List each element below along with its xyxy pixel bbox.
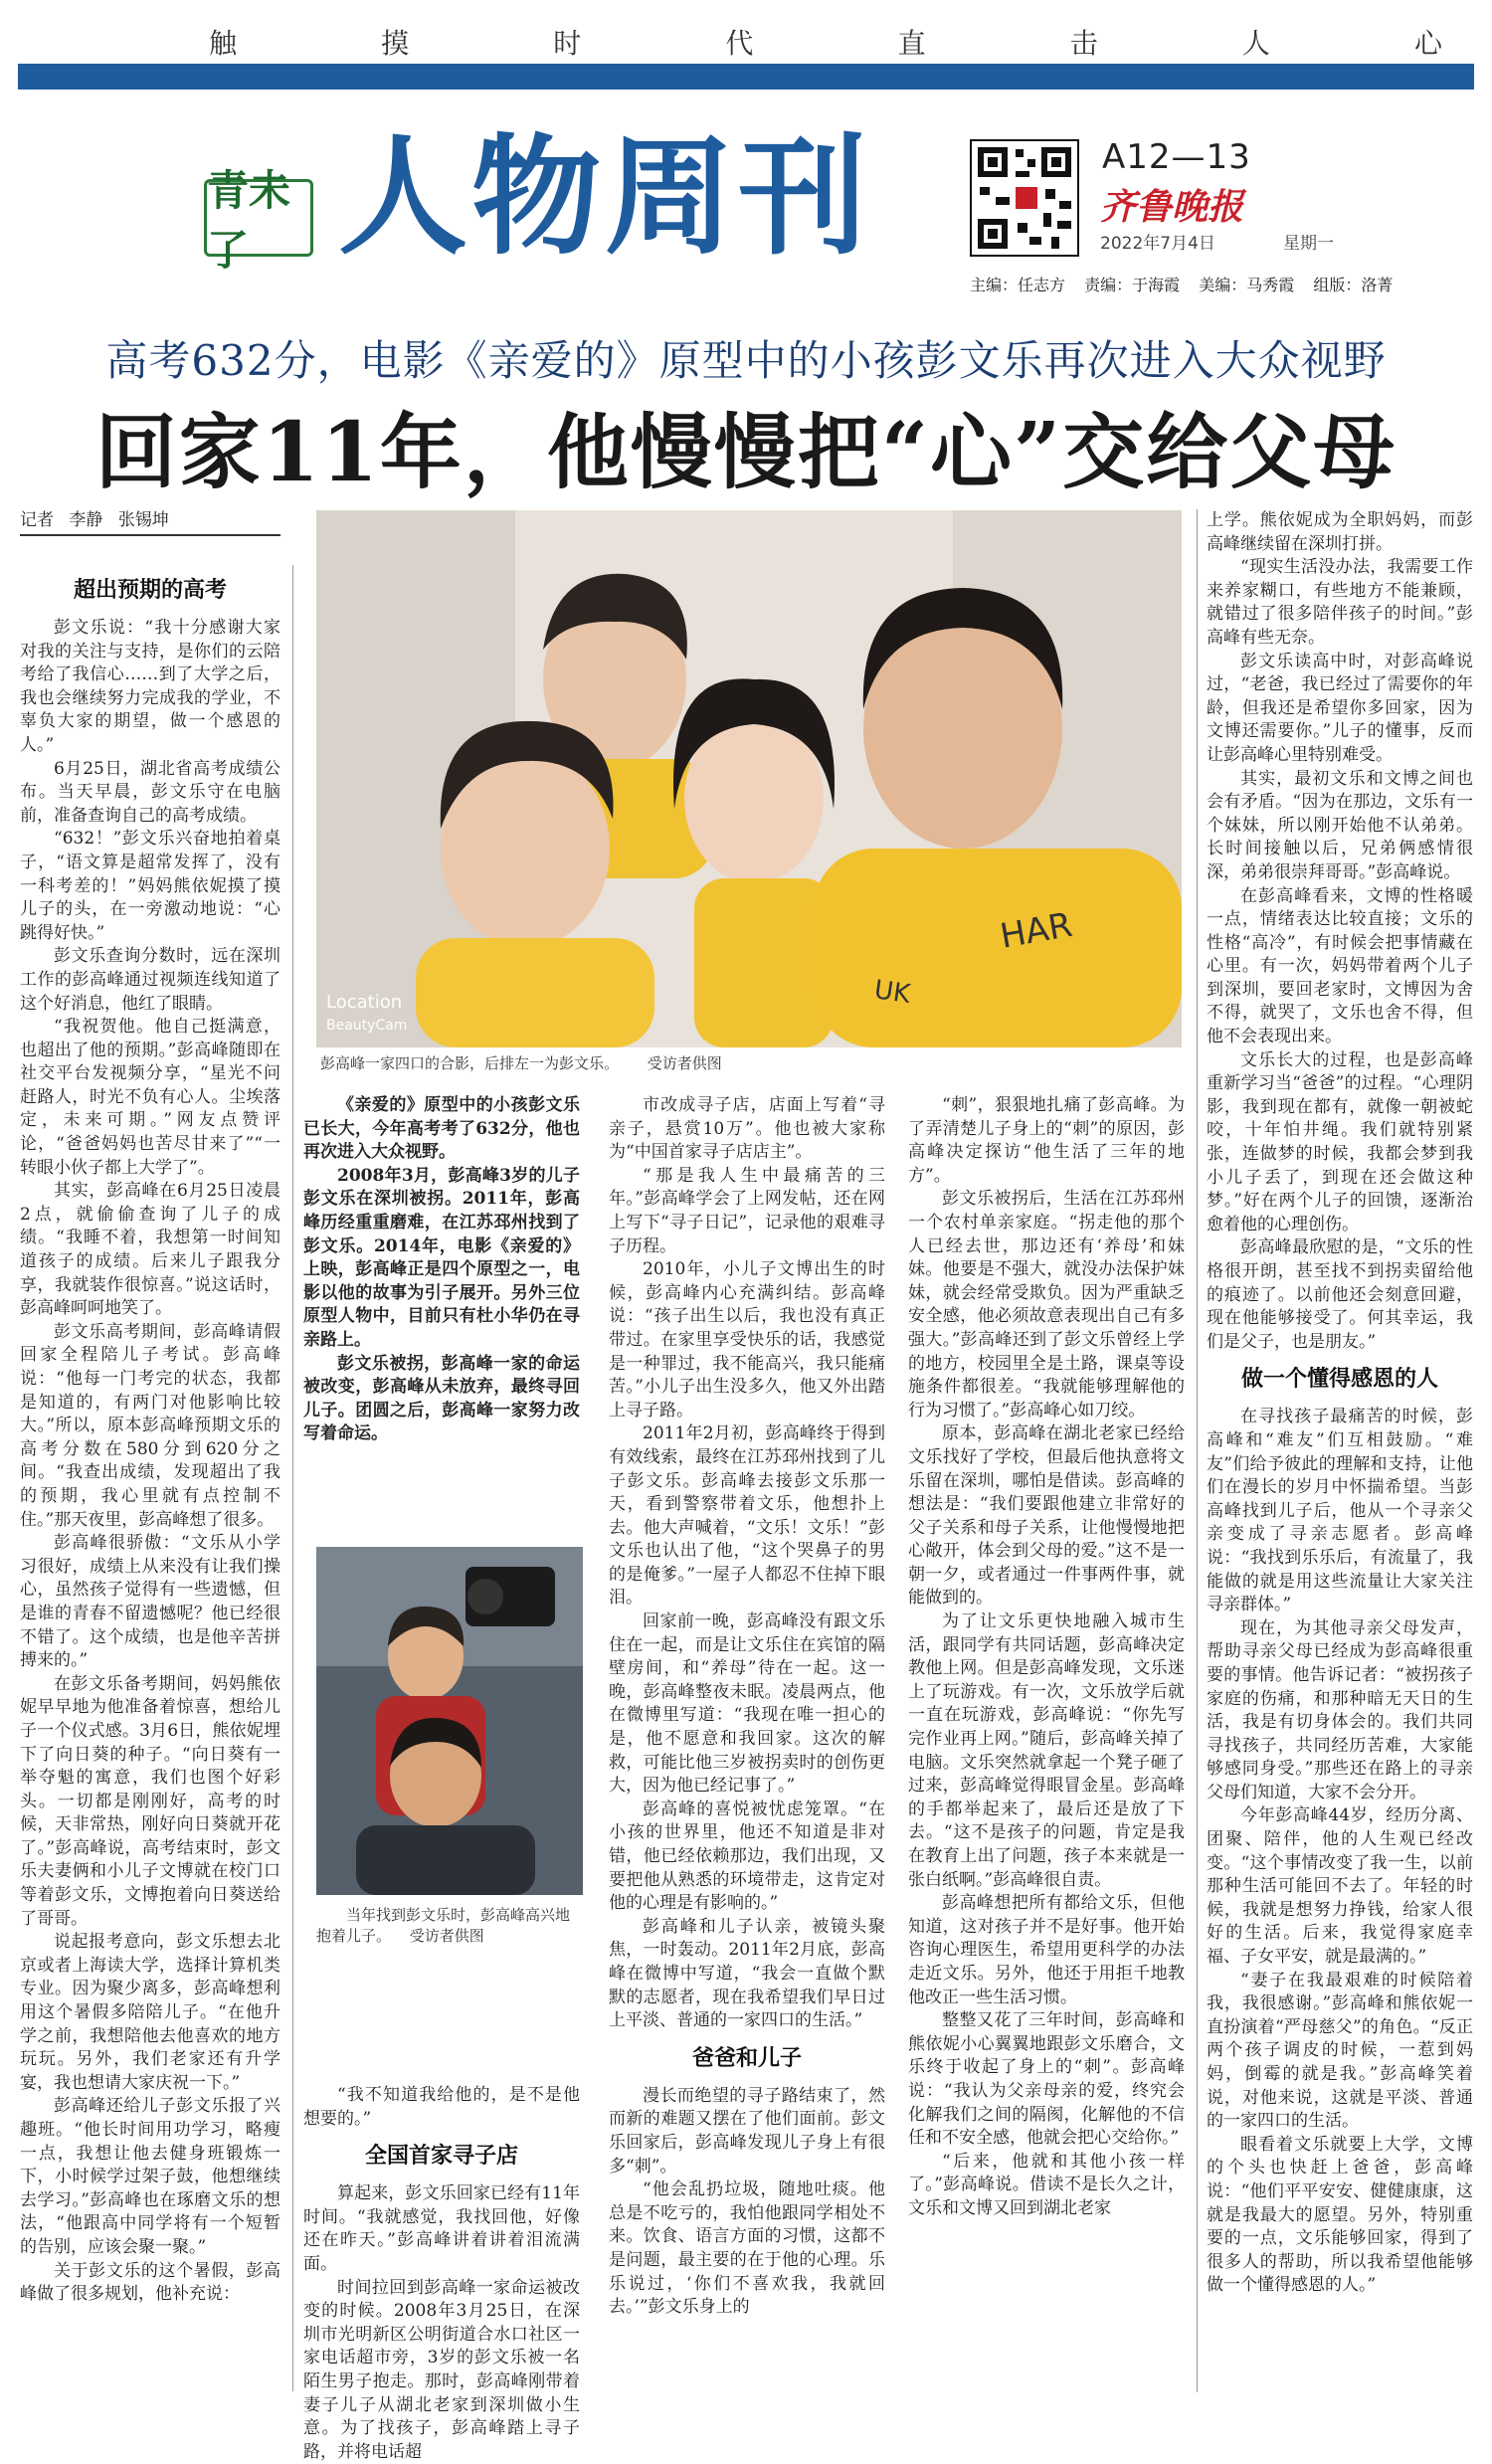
caption-credit: 受访者供图 (647, 1054, 722, 1072)
article-column-3 (609, 1094, 885, 2392)
paragraph: 彭高峰最欣慰的是，“文乐的性格很开朗，甚至找不到拐卖留给他的痕迹了。以前他还会刻意回避，现在他能够接受了。何其幸运，我们是父子，也是朋友。” (1207, 1237, 1473, 1352)
column-divider (292, 565, 293, 2391)
svg-text:HAR: HAR (997, 904, 1075, 957)
caption-text: 当年找到彭文乐时，彭高峰高兴地抱着儿子。 (316, 1906, 571, 1945)
paragraph: 其实，最初文乐和文博之间也会有矛盾。“因为在那边，文乐有一个妹妹，所以刚开始他不认弟弟。长时间接触以后，兄弟俩感情很深，弟弟很崇拜哥哥。”彭高峰说。 (1207, 768, 1473, 882)
intro-lead: 《亲爱的》原型中的小孩彭文乐已长大，今年高考考了632分，他也再次进入大众视野。 (303, 1095, 580, 1163)
paragraph: 彭文乐高考期间，彭高峰请假回家全程陪儿子考试。彭高峰说：“他每一门考完的状态，我都是知道的，有两门对他影响比较大。”所以，原本彭高峰预期文乐的高考分数在580分到620分之间。“我查出成绩，发现超出了我的预期，我心里就有点控制不住。”那天夜里，彭高峰想了很多。 (20, 1321, 280, 1530)
byline-label: 记者 (20, 510, 54, 530)
paragraph: 为了让文乐更快地融入城市生活，跟同学有共同话题，彭高峰决定教他上网。但是彭高峰发现，文乐迷上了玩游戏。有一次，文乐放学后就一直在玩游戏，彭高峰说：“你先写完作业再上网。”随后，彭高峰关掉了电脑。文乐突然就拿起一个凳子砸了过来，彭高峰觉得眼冒金星。彭高峰的手都举起来了，最后还是放了下去。“这不是孩子的问题，肯定是我在教育上出了问题，孩子本来就是一张白纸啊。”彭高峰很自责。 (908, 1611, 1185, 1890)
section-heading: 爸爸和儿子 (691, 2044, 802, 2071)
paragraph: 在寻找孩子最痛苦的时候，彭高峰和“难友”们互相鼓励。“难友”们给予彼此的理解和支持，让他们在漫长的岁月中怀揣希望。当彭高峰找到儿子后，他从一个寻亲父亲变成了寻亲志愿者。彭高峰说：“我找到乐乐后，有流量了，我能做的就是用这些流量让大家关注寻亲群体。” (1207, 1407, 1473, 1615)
reunion-photo-caption (316, 1905, 583, 1947)
article-intro (303, 1094, 580, 1444)
column-divider (1197, 509, 1198, 2392)
paragraph: 说起报考意向，彭文乐想去北京或者上海读大学，选择计算机类专业。因为聚少离多，彭高峰想利用这个暑假多陪陪儿子。“在他升学之前，我想陪他去他喜欢的地方玩玩。另外，我们老家还有升学宴，我也想请大家庆祝一下。” (20, 1932, 280, 2093)
caption-text: 彭高峰一家四口的合影，后排左一为彭文乐。 (320, 1054, 620, 1072)
paragraph: 彭高峰和儿子认亲，被镜头聚焦，一时轰动。2011年2月底，彭高峰在微博中写道，“我会一直做个默默的志愿者，现在我希望我们早日过上平淡、普通的一家四口的生活。” (609, 1916, 885, 2031)
paragraph: 回家前一晚，彭高峰没有跟文乐住在一起，而是让文乐住在宾馆的隔壁房间，和“养母”待在一起。这一晚，彭高峰整夜未眠。凌晨两点，他在微博里写道：“我现在唯一担心的是，他不愿意和我回家。这次的解救，可能比他三岁被拐卖时的创伤更大，因为他已经记事了。” (609, 1611, 885, 1797)
family-photo-illustration (316, 510, 1182, 1047)
paragraph: “现实生活没办法，我需要工作来养家糊口，有些地方不能兼顾，就错过了很多陪伴孩子的时间。”彭高峰有些无奈。 (1207, 557, 1473, 648)
paragraph: 上学。熊依妮成为全职妈妈，而彭高峰继续留在深圳打拼。 (1207, 510, 1473, 554)
issue-weekday: 星期一 (1283, 234, 1334, 254)
paragraph: 彭高峰想把所有都给文乐，但他知道，这对孩子并不是好事。他开始咨询心理医生，希望用更科学的办法走近文乐。另外，他还于用拒千地教他改正一些生活习惯。 (908, 1893, 1185, 2007)
paragraph: 彭文乐说：“我十分感谢大家对我的关注与支持，是你们的云陪考给了我信心……到了大学之后，我也会继续努力完成我的学业，不辜负大家的期望，做一个感恩的人。” (20, 618, 280, 755)
paragraph: 原本，彭高峰在湖北老家已经给文乐找好了学校，但最后他执意将文乐留在深圳，哪怕是借读。彭高峰的想法是：“我们要跟他建立非常好的父子关系和母子关系，让他慢慢地把心敞开，体会到父母的爱。”这不是一朝一夕，或者通过一件事两件事，就能做到的。 (908, 1423, 1185, 1609)
section-heading: 超出预期的高考 (73, 577, 227, 603)
paragraph: 关于彭文乐的这个暑假，彭高峰做了很多规划，他补充说： (20, 2260, 280, 2305)
article-column-1 (20, 565, 280, 2391)
main-photo-caption (320, 1052, 1176, 1073)
article-column-4 (908, 1094, 1185, 2392)
tagline-char: 摸 (381, 27, 412, 60)
paragraph: “后来，他就和其他小孩一样了。”彭高峰说。借读不是长久之计，文乐和文博又回到湖北老家 (908, 2151, 1185, 2218)
intro-paragraph: 彭文乐被拐，彭高峰一家的命运被改变，彭高峰从未放弃，最终寻回儿子。团圆之后，彭高峰一家努力改写着命运。 (303, 1353, 580, 1444)
credit-item: 美编：马秀霞 (1199, 276, 1295, 294)
section-heading: 全国首家寻子店 (364, 2143, 518, 2170)
paragraph: 算起来，彭文乐回家已经有11年时间。“我就感觉，我找回他，好像还在昨天。”彭高峰讲着讲着泪流满面。 (303, 2183, 580, 2274)
paragraph: “我祝贺他。他自己挺满意，也超出了他的预期。”彭高峰随即在社交平台发视频分享，“星光不问赶路人，时光不负有心人。尘埃落定，未来可期。”网友点赞评论，“爸爸妈妈也苦尽甘来了”“一转眼小伙子都上大学了”。 (20, 1017, 280, 1178)
brand-logo: 青未了 (204, 179, 313, 257)
paragraph: 彭高峰还给儿子彭文乐报了兴趣班。“他长时间用功学习，略瘦一点，我想让他去健身班锻炼一下，小时候学过架子鼓，他想继续去学习。”彭高峰也在琢磨文乐的想法，“他跟高中同学将有一个短暂的告别，应该会聚一聚。” (20, 2096, 280, 2257)
photo-overlay-app: BeautyCam (326, 1018, 408, 1034)
paragraph: “632！”彭文乐兴奋地拍着桌子，“语文算是超常发挥了，没有一科考差的！”妈妈熊依妮摸了摸儿子的头，在一旁激动地说：“心跳得好快。” (20, 829, 280, 943)
article-headline: 回家11年，他慢慢把“心”交给父母 (94, 405, 1398, 500)
paragraph: 整整又花了三年时间，彭高峰和熊依妮小心翼翼地跟彭文乐磨合，文乐终于收起了身上的“刺”。彭高峰说：“我认为父亲母亲的爱，终究会化解我们之间的隔阂，化解他的不信任和不安全感，他就会把心交给你。” (908, 2010, 1185, 2149)
article-column-5 (1207, 509, 1473, 2392)
paragraph: 2010年，小儿子文博出生的时候，彭高峰内心充满纠结。彭高峰说：“孩子出生以后，我也没有真正带过。在家里享受快乐的话，我感觉是一种罪过，我不能高兴，我只能痛苦。”小儿子出生没多久，他又外出踏上寻子路。 (609, 1259, 885, 1421)
article-column-2 (303, 2084, 580, 2462)
qr-code-icon (970, 139, 1079, 257)
tagline-char: 直 (897, 27, 928, 60)
paragraph: 6月25日，湖北省高考成绩公布。当天早晨，彭文乐守在电脑前，准备查询自己的高考成绩。 (20, 758, 280, 826)
caption-credit: 受访者供图 (409, 1927, 484, 1945)
tagline-char: 人 (1241, 27, 1272, 60)
paragraph: 彭文乐读高中时，对彭高峰说过，“老爸，我已经过了需要你的年龄，但我还是希望你多回家，因为文博还需要你。”儿子的懂事，反而让彭高峰心里特别难受。 (1207, 651, 1473, 765)
paragraph: 现在，为其他寻亲父母发声，帮助寻亲父母已经成为彭高峰很重要的事情。他告诉记者：“被拐孩子家庭的伤痛，和那种暗无天日的生活，我是有切身体会的。我们共同寻找孩子，共同经历苦难，大家能够感同身受。”那些还在路上的寻亲父母们知道，大家不会分开。 (1207, 1617, 1473, 1802)
paragraph: 其实，彭高峰在6月25日凌晨2点，就偷偷查询了儿子的成绩。“我睡不着，我想第一时间知道孩子的成绩。后来儿子跟我分享，我就装作很惊喜。”说这话时，彭高峰呵呵地笑了。 (20, 1181, 280, 1319)
paragraph: 彭文乐被拐后，生活在江苏邳州一个农村单亲家庭。“拐走他的那个人已经去世，那边还有‘养母’和妹妹。他要是不强大，就没办法保护妹妹，就会经常受欺负。因为严重缺乏安全感，他必须故意表现出自己有多强大。”彭高峰还到了彭文乐曾经上学的地方，校园里全是土路，课桌等设施条件都很差。“我就能够理解他的行为习惯了。”彭高峰心如刀绞。 (908, 1189, 1185, 1421)
photo-overlay-location: Location (326, 992, 403, 1013)
paragraph: 漫长而绝望的寻子路结束了，然而新的难题又摆在了他们面前。彭文乐回家后，彭高峰发现儿子身上有很多“刺”。 (609, 2085, 885, 2177)
paragraph: 在彭文乐备考期间，妈妈熊依妮早早地为他准备着惊喜，想给儿子一个仪式感。3月6日，熊依妮埋下了向日葵的种子。“向日葵有一举夺魁的寓意，我们也图个好彩头。一切都是刚刚好，高考的时候，天非常热，刚好向日葵就开花了。”彭高峰说，高考结束时，彭文乐夫妻俩和小儿子文博就在校门口等着彭文乐，文博抱着向日葵送给了哥哥。 (20, 1673, 280, 1929)
byline-author: 张锡坤 (117, 510, 169, 530)
credit-item: 组版：洛菁 (1313, 276, 1394, 294)
paragraph: 文乐长大的过程，也是彭高峰重新学习当“爸爸”的过程。“心理阴影，我到现在都有，就像一朝被蛇咬，十年怕井绳。我们就特别紧张，连做梦的时候，我都会梦到我小儿子丢了，到现在还会做这种梦。”好在两个儿子的回馈，逐渐治愈着他的心理创伤。 (1207, 1049, 1473, 1234)
paragraph: “我不知道我给他的，是不是他想要的。” (303, 2085, 580, 2129)
paragraph: “妻子在我最艰难的时候陪着我，我很感谢。”彭高峰和熊依妮一直扮演着“严母慈父”的角色。“反正两个孩子调皮的时候，一惹到妈妈，倒霉的就是我。”彭高峰笑着说，对他来说，这就是平淡、普通的一家四口的生活。 (1207, 1970, 1473, 2132)
editor-credits (970, 273, 1467, 295)
section-title: 人物周刊 (338, 121, 872, 273)
credit-item: 主编：任志方 (970, 276, 1066, 294)
paragraph: 眼看着文乐就要上大学，文博的个头也快赶上爸爸，彭高峰说：“他们平平安安、健健康康，这就是我最大的愿望。另外，特别重要的一点，文乐能够回家，得到了很多人的帮助，所以我希望他能够做一个懂得感恩的人。” (1207, 2134, 1473, 2296)
paragraph: 市改成寻子店，店面上写着“寻亲子，悬赏10万”。他也被大家称为“中国首家寻子店店主”。 (609, 1095, 885, 1163)
intro-paragraph: 2008年3月，彭高峰3岁的儿子彭文乐在深圳被拐。2011年，彭高峰历经重重磨难，在江苏邳州找到了彭文乐。2014年，电影《亲爱的》上映，彭高峰正是四个原型之一，电影以他的故事为引子展开。另外三位原型人物中，目前只有杜小华仍在寻亲路上。 (303, 1165, 580, 1350)
paragraph: 时间拉回到彭高峰一家命运被改变的时候。2008年3月25日，在深圳市光明新区公明街道合水口社区一家电话超市旁，3岁的彭文乐被一名陌生男子抱走。那时，彭高峰刚带着妻子儿子从湖北老家到深圳做小生意。为了找孩子，彭高峰踏上寻子路，并将电话超 (303, 2277, 580, 2462)
paragraph: “他会乱扔垃圾，随地吐痰。他总是不吃亏的，我怕他跟同学相处不来。饮食、语言方面的习惯，这都不是问题，最主要的在于他的心理。乐乐说过，‘你们不喜欢我，我就回去。’”彭文乐身上的 (609, 2180, 885, 2318)
tagline-char: 代 (725, 27, 756, 60)
newspaper-name: 齐鲁晚报 (1100, 186, 1244, 228)
reunion-photo (316, 1547, 583, 1895)
reunion-photo-illustration (316, 1547, 583, 1895)
svg-text:UK: UK (872, 975, 912, 1010)
family-photo (316, 510, 1182, 1047)
tagline-char: 击 (1069, 27, 1100, 60)
paragraph: 今年彭高峰44岁，经历分离、团聚、陪伴，他的人生观已经改变。“这个事情改变了我一生，以前那种生活可能回不去了。年轻的时候，我就是想努力挣钱，给家人很好的生活。后来，我觉得家庭幸福、子女平安，就是最满的。” (1207, 1805, 1473, 1968)
tagline-char: 触 (209, 27, 240, 60)
byline-author: 李静 (69, 510, 103, 530)
paragraph: 彭高峰很骄傲：“文乐从小学习很好，成绩上从来没有让我们操心，虽然孩子觉得有一些遗憾，但是谁的青春不留遗憾呢？他已经很不错了。这个成绩，也是他辛苦拼搏来的。” (20, 1533, 280, 1671)
paragraph: 在彭高峰看来，文博的性格暖一点，情绪表达比较直接；文乐的性格“高冷”，有时候会把事情藏在心里。有一次，妈妈带着两个儿子到深圳，要回老家时，文博因为舍不得，就哭了，文乐也舍不得，但他不会表现出来。 (1207, 885, 1473, 1047)
page-number: A12—13 (1102, 137, 1251, 177)
article-subhead: 高考632分，电影《亲爱的》原型中的小孩彭文乐再次进入大众视野 (105, 336, 1387, 385)
paragraph: 彭高峰的喜悦被忧虑笼罩。“在小孩的世界里，他还不知道是非对错，他已经依赖那边，我们出现，又要把他从熟悉的环境带走，这肯定对他的心理是有影响的。” (609, 1799, 885, 1914)
paragraph: “刺”，狠狠地扎痛了彭高峰。为了弄清楚儿子身上的“刺”的原因，彭高峰决定探访“他生活了三年的地方”。 (908, 1095, 1185, 1186)
issue-date: 2022年7月4日 (1100, 234, 1215, 254)
byline (20, 505, 280, 536)
top-tagline (20, 22, 1472, 62)
section-heading: 做一个懂得感恩的人 (1240, 1366, 1438, 1393)
tagline-char: 心 (1413, 27, 1444, 60)
paragraph: 彭文乐查询分数时，远在深圳工作的彭高峰通过视频连线知道了这个好消息，他红了眼睛。 (20, 946, 280, 1014)
paragraph: 2011年2月初，彭高峰终于得到有效线索，最终在江苏邳州找到了儿子彭文乐。彭高峰去接彭文乐那一天，看到警察带着文乐，他想扑上去。他大声喊着，“文乐！文乐！”彭文乐也认出了他，“这个哭鼻子的男的是俺爹。”一屋子人都忍不住掉下眼泪。 (609, 1423, 885, 1609)
tagline-char: 时 (553, 27, 584, 60)
paragraph: “那是我人生中最痛苦的三年。”彭高峰学会了上网发帖，还在网上写下“寻子日记”，记录他的艰难寻子历程。 (609, 1165, 885, 1256)
credit-item: 责编：于海霞 (1084, 276, 1181, 294)
top-color-bar (18, 64, 1474, 90)
